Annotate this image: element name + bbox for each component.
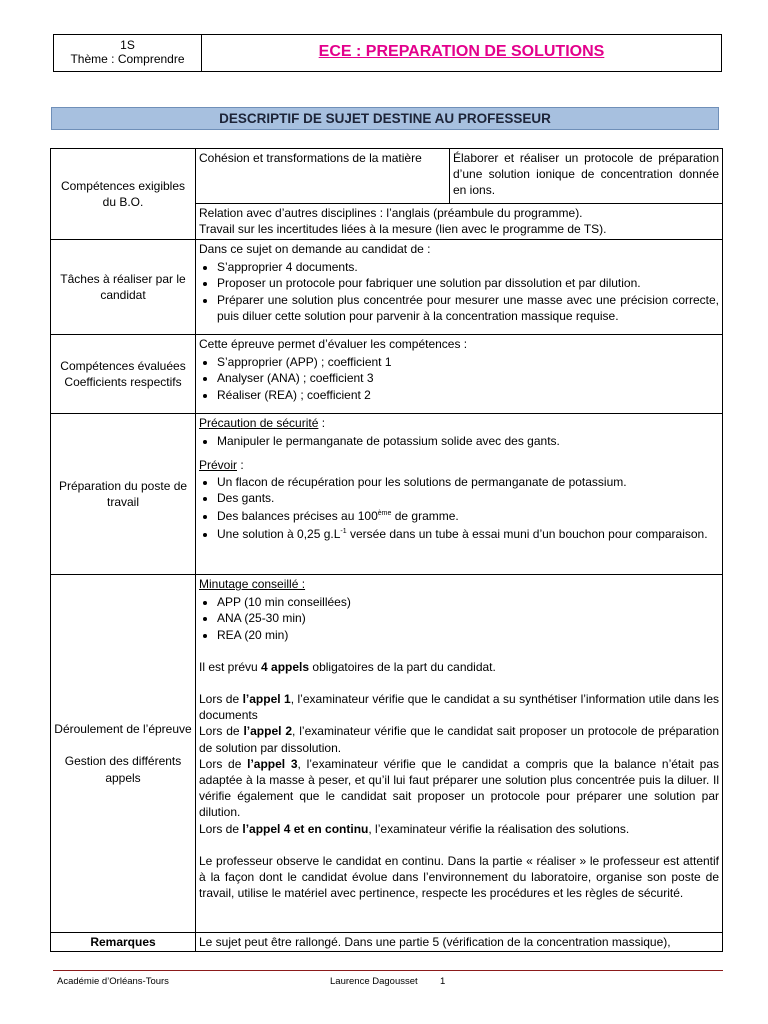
row-label-evaluees: Compétences évaluées Coefficients respectifs [51,335,196,414]
securite-list [199,433,719,449]
cell-relations [196,204,723,240]
table-row [51,335,723,414]
list-item: • S’approprier 4 documents. [217,259,719,275]
footer-divider [53,970,723,971]
cell-evaluees [196,335,723,414]
list-item: • REA (20 min) [217,627,719,643]
minutage-heading: Minutage conseillé : [199,577,306,591]
header-left-cell [54,35,202,71]
evaluees-list [199,354,719,403]
header-box [53,34,722,72]
list-item: • ANA (25-30 min) [217,610,719,626]
appel-paragraph: Lors de l’appel 4 et en continu, l’examinateur vérifie la réalisation des solutions. [199,821,630,836]
list-item: • Des gants. [217,490,719,506]
taches-intro: Dans ce sujet on demande au candidat de : [199,242,431,256]
level-text: 1S [120,38,135,52]
list-item: • Analyser (ANA) ; coefficient 3 [217,370,719,386]
minutage-list [199,594,719,643]
list-item: • Manipuler le permanganate de potassium solide avec des gants. [217,433,719,449]
list-item: • Proposer un protocole pour fabriquer une solution par dissolution et par dilution. [217,275,719,291]
appels-intro: Il est prévu 4 appels obligatoires de la part du candidat. [199,659,496,674]
deroulement-label: Déroulement de l’épreuve [54,722,192,737]
footer-page-number: 1 [440,976,446,987]
table-row [51,149,723,204]
theme-text: Thème : Comprendre [70,52,185,66]
prevoir-heading: Prévoir : [199,458,244,473]
row-label-deroulement [51,575,196,933]
document-title: ECE : PREPARATION DE SOLUTIONS [318,43,605,60]
prevoir-list [199,474,719,543]
table-row [51,414,723,575]
cell-deroulement [196,575,723,933]
taches-list [199,259,719,324]
cell-theme: Cohésion et transformations de la matière [196,149,450,204]
row-label-remarques: Remarques [51,933,196,952]
row-label-taches: Tâches à réaliser par le candidat [51,240,196,335]
list-item: • S’approprier (APP) ; coefficient 1 [217,354,719,370]
cell-remarques: Le sujet peut être rallongé. Dans une partie 5 (vérification de la concentration massique), [196,933,723,952]
list-item: • APP (10 min conseillées) [217,594,719,610]
section-banner: DESCRIPTIF DE SUJET DESTINE AU PROFESSEUR [51,107,719,130]
list-item: • Un flacon de récupération pour les solutions de permanganate de potassium. [217,474,719,490]
list-item: • Une solution à 0,25 $g.L^{-1}$ versée dans un tube à essai muni d’un bouchon pour comparaison. [217,524,719,542]
relation-line: Relation avec d’autres disciplines : l’anglais (préambule du programme). [199,206,583,220]
appel-paragraph: Lors de l’appel 3, l’examinateur vérifie que le candidat a compris que la balance n’était pas adaptée à la masse à peser, et qu’il lui faut préparer une solution plus concentrée puis la diluer. Il vérifie également que le candidat sait proposer un protocole pour préparer une solution par dilution. [199,756,719,820]
cell-objective: Élaborer et réaliser un protocole de préparation d’une solution ionique de concentration donnée en ions. [450,149,723,204]
footer-author: Laurence Dagousset [330,976,418,987]
securite-heading: Précaution de sécurité : [199,416,326,430]
row-label-preparation: Préparation du poste de travail [51,414,196,575]
table-row [51,575,723,933]
descriptif-table [50,148,723,952]
evaluees-intro: Cette épreuve permet d’évaluer les compétences : [199,337,468,351]
footer-academy: Académie d’Orléans-Tours [57,976,169,987]
cell-taches [196,240,723,335]
gestion-appels-label: Gestion des différents appels [64,754,182,785]
table-row [51,240,723,335]
row-label-competences-bo: Compétences exigibles du B.O. [51,149,196,240]
appel-paragraph: Lors de l’appel 1, l’examinateur vérifie que le candidat a su synthétiser l’information utile dans les documents [199,692,719,723]
cell-preparation [196,414,723,575]
list-item: • Des balances précises au 100ème de gramme. [217,506,719,524]
list-item: • Préparer une solution plus concentrée pour mesurer une masse avec une précision correcte, puis diluer cette solution pour parvenir à la concentration massique requise. [217,292,719,324]
observation-paragraph: Le professeur observe le candidat en continu. Dans la partie « réaliser » le professeur est attentif à la façon dont le candidat évolue dans l’environnement du laboratoire, organise son poste de travail, utilise le matériel avec pertinence, respecte les procédures et les règles de sécurité. [199,853,719,901]
table-row [51,933,723,952]
relation-line: Travail sur les incertitudes liées à la mesure (lien avec le programme de TS). [199,222,607,237]
list-item: • Réaliser (REA) ; coefficient 2 [217,387,719,403]
appel-paragraph: Lors de l’appel 2, l’examinateur vérifie que le candidat sait proposer un protocole de préparation de solution par dissolution. [199,724,720,755]
